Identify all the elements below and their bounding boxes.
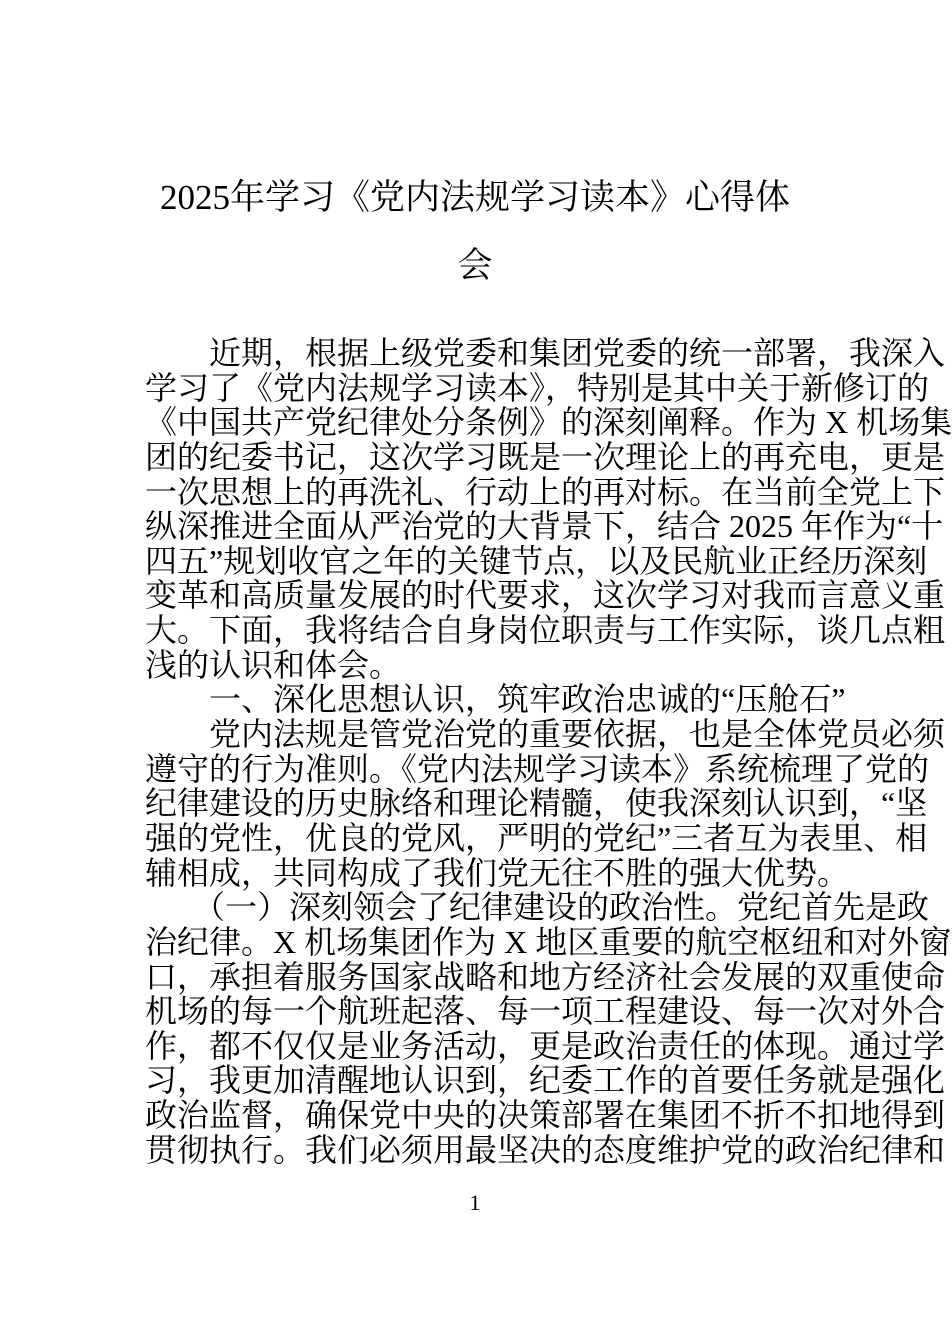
text-line: 强的党性，优良的党风，严明的党纪”三者互为表里、相 xyxy=(145,819,928,856)
text-line: 纵深推进全面从严治党的大背景下，结合 2025 年作为“十 xyxy=(145,508,944,545)
text-line: 四五”规划收官之年的关键节点，以及民航业正经历深刻 xyxy=(145,542,928,579)
title-line-2: 会 xyxy=(457,246,493,285)
text-line: 近期，根据上级党委和集团党委的统一部署，我深入 xyxy=(145,335,946,371)
text-line: 口，承担着服务国家战略和地方经济社会发展的双重使命 xyxy=(145,958,946,995)
document-body xyxy=(145,335,952,1168)
text-line: 团的纪委书记，这次学习既是一次理论上的再充电，更是 xyxy=(145,438,946,475)
text-line: 政治监督，确保党中央的决策部署在集团不折不扣地得到 xyxy=(145,1097,946,1134)
text-line: 治纪律。X 机场集团作为 X 地区重要的航空枢纽和对外窗 xyxy=(145,923,952,960)
text-line: 《中国共产党纪律处分条例》的深刻阐释。作为 X 机场集 xyxy=(145,404,952,441)
text-line: 变革和高质量发展的时代要求，这次学习对我而言意义重 xyxy=(145,577,946,614)
document-title xyxy=(0,164,950,300)
title-line-1: 2025年学习《党内法规学习读本》心得体 xyxy=(159,178,790,217)
text-line: 辅相成，共同构成了我们党无往不胜的强大优势。 xyxy=(145,854,850,891)
text-line: 遵守的行为准则。《党内法规学习读本》系统梳理了党的 xyxy=(145,750,930,787)
text-line: 浅的认识和体会。 xyxy=(145,646,402,683)
text-line: 贯彻执行。我们必须用最坚决的态度维护党的政治纪律和 xyxy=(145,1131,946,1168)
text-line: 学习了《党内法规学习读本》，特别是其中关于新修订的 xyxy=(145,369,930,406)
text-line: 党内法规是管党治党的重要依据，也是全体党员必须 xyxy=(145,716,946,753)
text-line: 作，都不仅仅是业务活动，更是政治责任的体现。通过学 xyxy=(145,1027,946,1064)
text-line: 大。下面，我将结合自身岗位职责与工作实际，谈几点粗 xyxy=(145,612,946,649)
text-line: 纪律建设的历史脉络和理论精髓，使我深刻认识到，“坚 xyxy=(145,785,928,822)
text-line: 机场的每一个航班起落、每一项工程建设、每一次对外合 xyxy=(145,993,946,1030)
text-line: （一）深刻领会了纪律建设的政治性。党纪首先是政 xyxy=(145,889,930,926)
text-line: 习，我更加清醒地认识到，纪委工作的首要任务就是强化 xyxy=(145,1062,946,1099)
section-heading: 一、深化思想认识，筑牢政治忠诚的“压舱石” xyxy=(145,681,846,718)
page-number: 1 xyxy=(469,1190,481,1215)
text-line: 一次思想上的再洗礼、行动上的再对标。在当前全党上下 xyxy=(145,473,946,510)
